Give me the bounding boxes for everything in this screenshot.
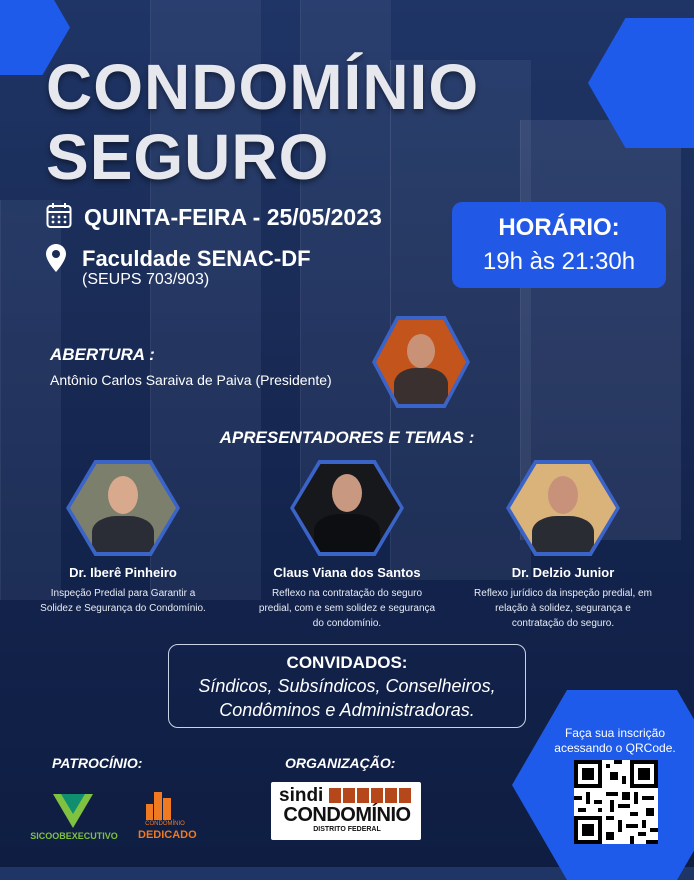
sindi-squares (329, 788, 411, 803)
presenter-3 (470, 565, 656, 631)
sindi-sub-text: DISTRITO FEDERAL (313, 826, 381, 833)
sponsors-label: PATROCÍNIO: (52, 755, 143, 771)
event-location-sub: (SEUPS 703/903) (82, 271, 210, 288)
sindicondominio-logo (271, 782, 421, 840)
presenter-2 (256, 565, 438, 631)
presenters-title: APRESENTADORES E TEMAS : (219, 428, 475, 447)
presenter-1 (40, 565, 206, 616)
sicoob-logo-text: SICOOBEXECUTIVO (30, 831, 118, 841)
presenter-3-name: Dr. Delzio Junior (511, 565, 615, 580)
location-pin-icon (46, 244, 76, 274)
dedicado-top-text: CONDOMÍNIO (145, 821, 185, 827)
dedicado-bottom-text: DEDICADO (138, 829, 197, 841)
opening-label: ABERTURA : (50, 345, 155, 364)
guests-line-2: Condôminos e Administradoras. (219, 700, 475, 720)
presenter-3-topic: Reflexo jurídico da inspeção predial, em relação à solidez, segurança e contratação do seguro. (474, 588, 652, 629)
presenter-1-topic: Inspeção Predial para Garantir a Solidez e Segurança do Condomínio. (40, 588, 206, 614)
page-title (46, 52, 479, 192)
sindi-text: sindi (279, 785, 324, 806)
guests-line-1: Síndicos, Subsíndicos, Conselheiros, (198, 676, 496, 696)
qr-code[interactable] (574, 760, 658, 844)
schedule-box (452, 202, 666, 288)
presenter-1-name: Dr. Iberê Pinheiro (69, 565, 177, 580)
organizer-label: ORGANIZAÇÃO: (285, 755, 396, 771)
title-line-1: CONDOMÍNIO (46, 51, 480, 123)
condominio-dedicado-logo (138, 790, 197, 846)
qr-instruction: Faça sua inscrição acessando o QRCode. (554, 726, 676, 755)
guests-title: CONVIDADOS: (286, 653, 408, 672)
calendar-icon (46, 202, 76, 232)
event-location-row (46, 244, 311, 274)
schedule-label: HORÁRIO: (498, 214, 620, 241)
sindi-main-text: CONDOMÍNIO (283, 804, 411, 826)
presenter-2-topic: Reflexo na contratação do seguro predial, com e sem solidez e segurança do condomínio. (258, 588, 436, 629)
opening-name: Antônio Carlos Saraiva de Paiva (Presidente) (50, 372, 332, 388)
event-location: Faculdade SENAC-DF (82, 246, 311, 271)
schedule-time: 19h às 21:30h (482, 248, 636, 275)
sicoob-logo (22, 794, 126, 844)
guests-box (168, 644, 526, 728)
title-line-2: SEGURO (46, 121, 330, 193)
presenter-2-name: Claus Viana dos Santos (273, 565, 421, 580)
event-date: QUINTA-FEIRA - 25/05/2023 (84, 203, 382, 230)
event-date-row (46, 202, 382, 232)
